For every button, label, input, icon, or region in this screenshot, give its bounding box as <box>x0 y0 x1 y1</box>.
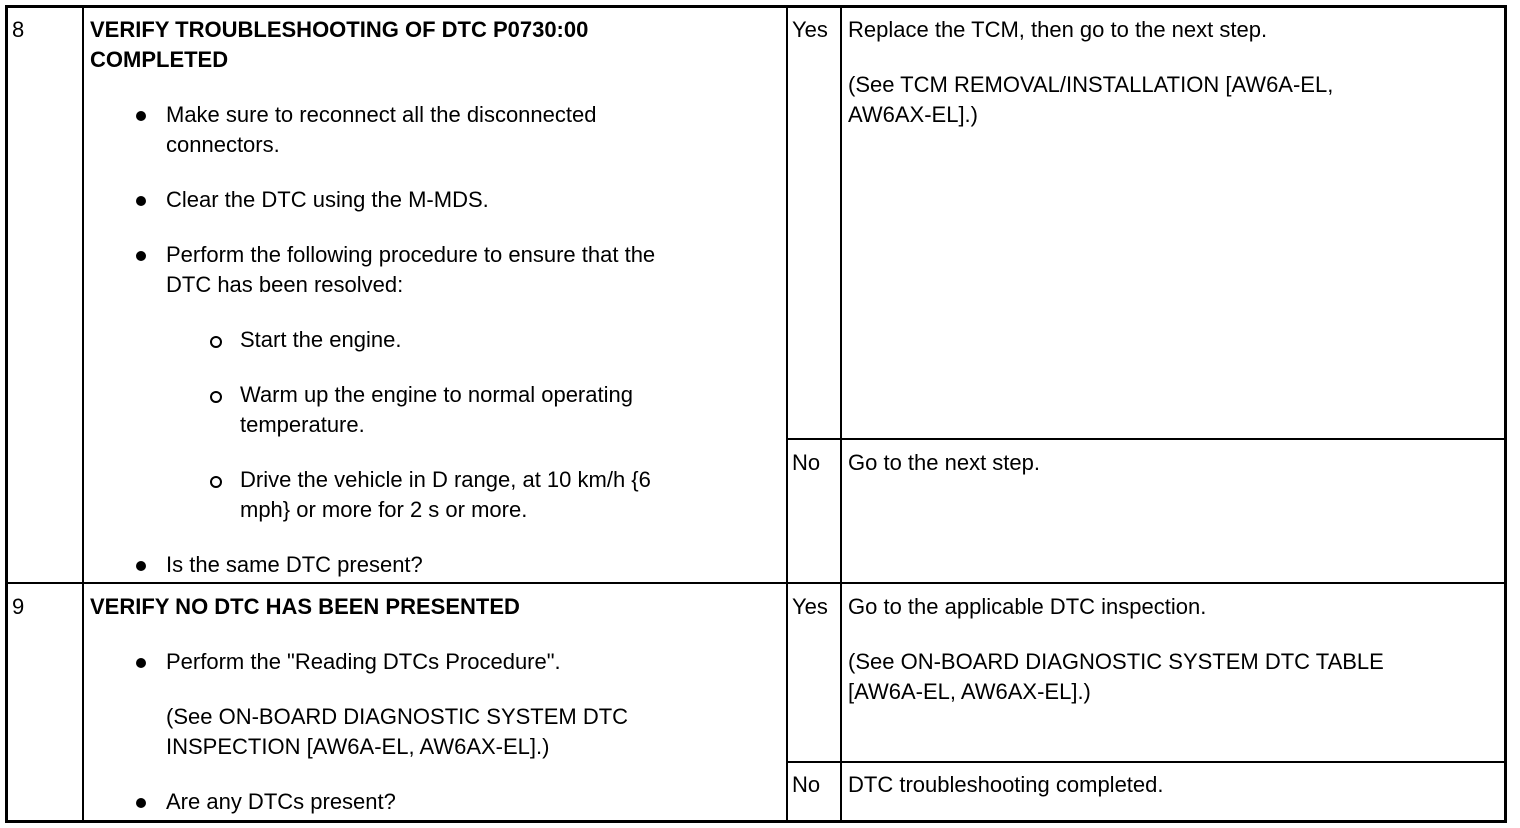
sub-list-item: Start the engine. <box>240 327 402 352</box>
bullet-icon <box>136 251 146 261</box>
yes-reference-continued: AW6AX-EL].) <box>848 102 978 127</box>
list-item: Perform the "Reading DTCs Procedure". <box>166 649 561 674</box>
sub-list-item: Drive the vehicle in D range, at 10 km/h {6 <box>240 467 651 492</box>
sub-list-item-continued: mph} or more for 2 s or more. <box>240 497 528 522</box>
no-action: DTC troubleshooting completed. <box>848 772 1164 797</box>
list-item: Perform the following procedure to ensure that the <box>166 242 656 267</box>
yes-reference-continued: [AW6A-EL, AW6AX-EL].) <box>848 679 1091 704</box>
question: Is the same DTC present? <box>166 552 423 577</box>
no-action: Go to the next step. <box>848 450 1041 475</box>
list-item: Clear the DTC using the M-MDS. <box>166 187 489 212</box>
step-heading: VERIFY TROUBLESHOOTING OF DTC P0730:00 <box>90 17 589 42</box>
column-divider-result <box>840 8 842 820</box>
row-divider <box>8 582 1504 584</box>
yes-action: Replace the TCM, then go to the next step. <box>848 17 1268 42</box>
bullet-icon <box>136 561 146 571</box>
bullet-icon <box>136 658 146 668</box>
yes-reference: (See ON-BOARD DIAGNOSTIC SYSTEM DTC TABLE <box>848 649 1384 674</box>
sub-list-item: Warm up the engine to normal operating <box>240 382 633 407</box>
row9-yes-no-divider <box>786 761 1504 763</box>
yes-reference: (See TCM REMOVAL/INSTALLATION [AW6A-EL, <box>848 72 1334 97</box>
row8-yes-no-divider <box>786 438 1504 440</box>
question: Are any DTCs present? <box>166 789 396 814</box>
column-divider-action <box>786 8 788 820</box>
list-item-reference: (See ON-BOARD DIAGNOSTIC SYSTEM DTC <box>166 704 629 729</box>
list-item-continued: DTC has been resolved: <box>166 272 404 297</box>
step-number: 9 <box>12 594 25 619</box>
step-heading: VERIFY NO DTC HAS BEEN PRESENTED <box>90 594 520 619</box>
no-label: No <box>792 450 821 475</box>
step-heading-continued: COMPLETED <box>90 47 229 72</box>
no-label: No <box>792 772 821 797</box>
sub-bullet-icon <box>210 336 222 348</box>
troubleshooting-table <box>5 5 1507 823</box>
sub-bullet-icon <box>210 391 222 403</box>
yes-action: Go to the applicable DTC inspection. <box>848 594 1207 619</box>
column-divider-step <box>82 8 84 820</box>
bullet-icon <box>136 111 146 121</box>
step-number: 8 <box>12 17 25 42</box>
yes-label: Yes <box>792 594 828 619</box>
list-item: Make sure to reconnect all the disconnected <box>166 102 597 127</box>
bullet-icon <box>136 798 146 808</box>
list-item-reference-continued: INSPECTION [AW6A-EL, AW6AX-EL].) <box>166 734 550 759</box>
sub-list-item-continued: temperature. <box>240 412 365 437</box>
sub-bullet-icon <box>210 476 222 488</box>
bullet-icon <box>136 196 146 206</box>
list-item-continued: connectors. <box>166 132 280 157</box>
yes-label: Yes <box>792 17 828 42</box>
